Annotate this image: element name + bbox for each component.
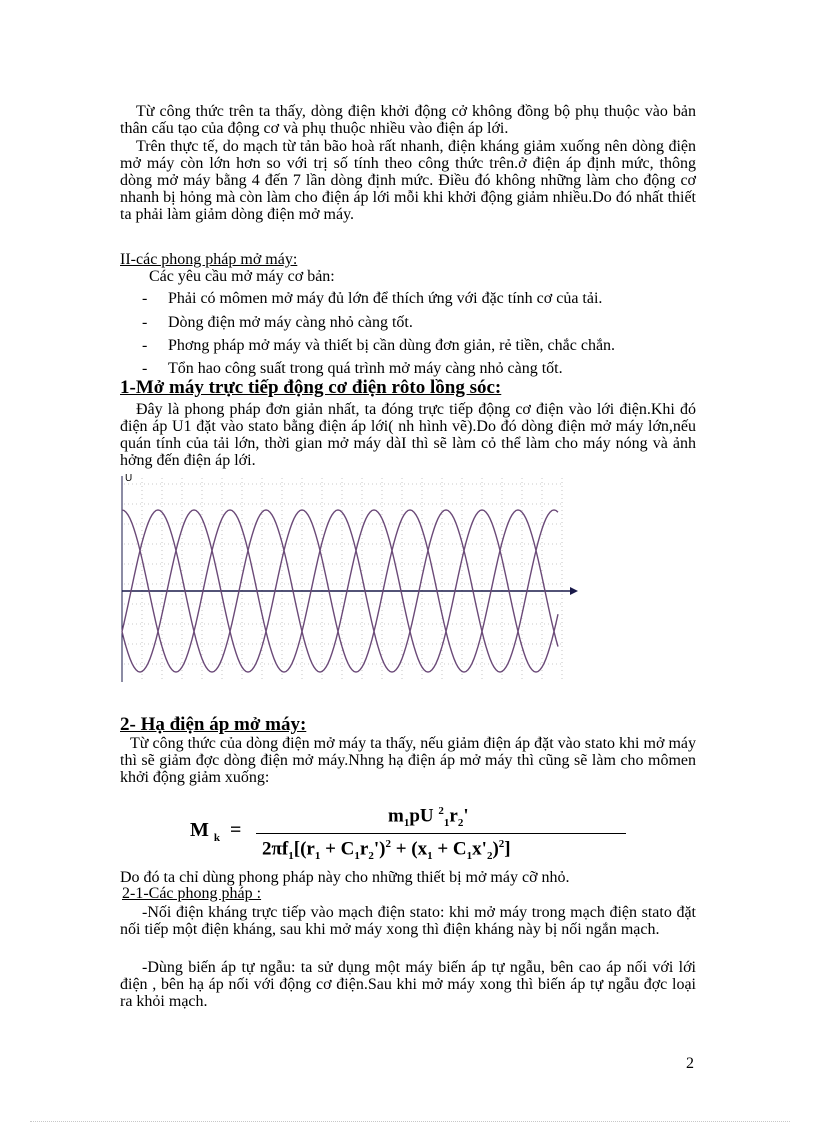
fraction-bar: [256, 833, 626, 834]
paragraph-direct-start: Đây là phong pháp đơn giản nhất, ta đóng trực tiếp động cơ điện vào lới điện.Khi đó điện áp U1 đặt vào stato bằng điện áp lới( nh hình vẽ).Do đó dòng điện mở máy lớn,nếu quán tính của tải lớn, thời gian mở máy dàI thì sẽ làm cỏ thể làm cho máy nóng và ảnh hởng đến điện áp lới.: [120, 401, 696, 469]
requirements-intro: Các yêu cầu mở máy cơ bản:: [149, 268, 335, 285]
paragraph-method-reactor: -Nối điện kháng trực tiếp vào mạch điện stato: khi mở máy trong mạch điện stato đặt nối tiếp một điện kháng, sau khi mở máy xong thì điện kháng này bị nối ngắn mạch.: [120, 904, 696, 938]
formula-denominator: $2\pi f_1[(r_1 + C_1r_2')^2 + (x_1 + C_1x'_2)^2]$: [262, 838, 511, 863]
bullet-item: - Phải có mômen mở máy đủ lớn để thích ứng với đặc tính cơ của tải.: [142, 290, 603, 307]
heading-direct-start: 1-Mở máy trực tiếp động cơ điện rôto lồng sóc:: [120, 377, 502, 398]
paragraph-reduced-voltage: Từ công thức của dòng điện mở máy ta thấy, nếu giảm điện áp đặt vào stato khi mở máy thì sẽ giảm đợc dòng điện mở máy.Nhng hạ điện áp mở máy thì cũng sẽ làm cho mômen khởi động giảm xuống:: [120, 735, 696, 786]
three-phase-waveform-figure: [118, 470, 580, 685]
paragraph-intro: Từ công thức trên ta thấy, dòng điện khởi động cở không đồng bộ phụ thuộc vào bản thân cấu tạo của động cơ và phụ thuộc nhiều vào điện áp lới.: [120, 103, 696, 137]
starting-torque-formula: [190, 805, 630, 865]
axis-label: U: [125, 473, 133, 484]
page-bottom-rule: [30, 1121, 790, 1122]
paragraph-practice: Trên thực tế, do mạch từ tản bão hoà rất nhanh, điện kháng giảm xuống nên dòng điện mở máy còn lớn hơn so với trị số tính theo công thức trên.ở điện áp định mức, thông dòng mở máy bằng 4 đến 7 lần dòng định mức. Điều đó không những làm cho động cơ nhanh bị hỏng mà còn làm cho điện áp lới mỗi khi khởi động giảm nhiều.Do đó nhất thiết ta phải làm giảm dòng điện mở máy.: [120, 138, 696, 223]
paragraph-method-autotransformer: -Dùng biến áp tự ngẫu: ta sử dụng một máy biến áp tự ngẫu, bên cao áp nối với lới điện , bên hạ áp nối với động cơ điện.Sau khi mở máy xong thì biến áp tự ngẫu đợc loại ra khỏi mạch.: [120, 959, 696, 1010]
heading-methods: 2-1-Các phong pháp :: [122, 885, 262, 902]
heading-startup-methods: II-các phong pháp mở máy:: [120, 251, 298, 268]
formula-lhs: M $_k$ =: [190, 819, 242, 844]
page-number: 2: [686, 1055, 694, 1072]
bullet-item: - Dòng điện mở máy càng nhỏ càng tốt.: [142, 314, 413, 331]
paragraph-small-devices: Do đó ta chỉ dùng phong pháp này cho những thiết bị mở máy cỡ nhỏ.: [120, 869, 570, 886]
axis-arrowhead: [570, 587, 578, 595]
bullet-item: - Tổn hao công suất trong quá trình mở máy càng nhỏ càng tốt.: [142, 360, 563, 377]
bullet-item: - Phơng pháp mở máy và thiết bị cần dùng đơn giản, rẻ tiền, chắc chắn.: [142, 337, 616, 354]
heading-reduced-voltage: 2- Hạ điện áp mở máy:: [120, 714, 307, 735]
formula-numerator: $m_1pU$ $^2_1r_2'$: [388, 805, 469, 830]
